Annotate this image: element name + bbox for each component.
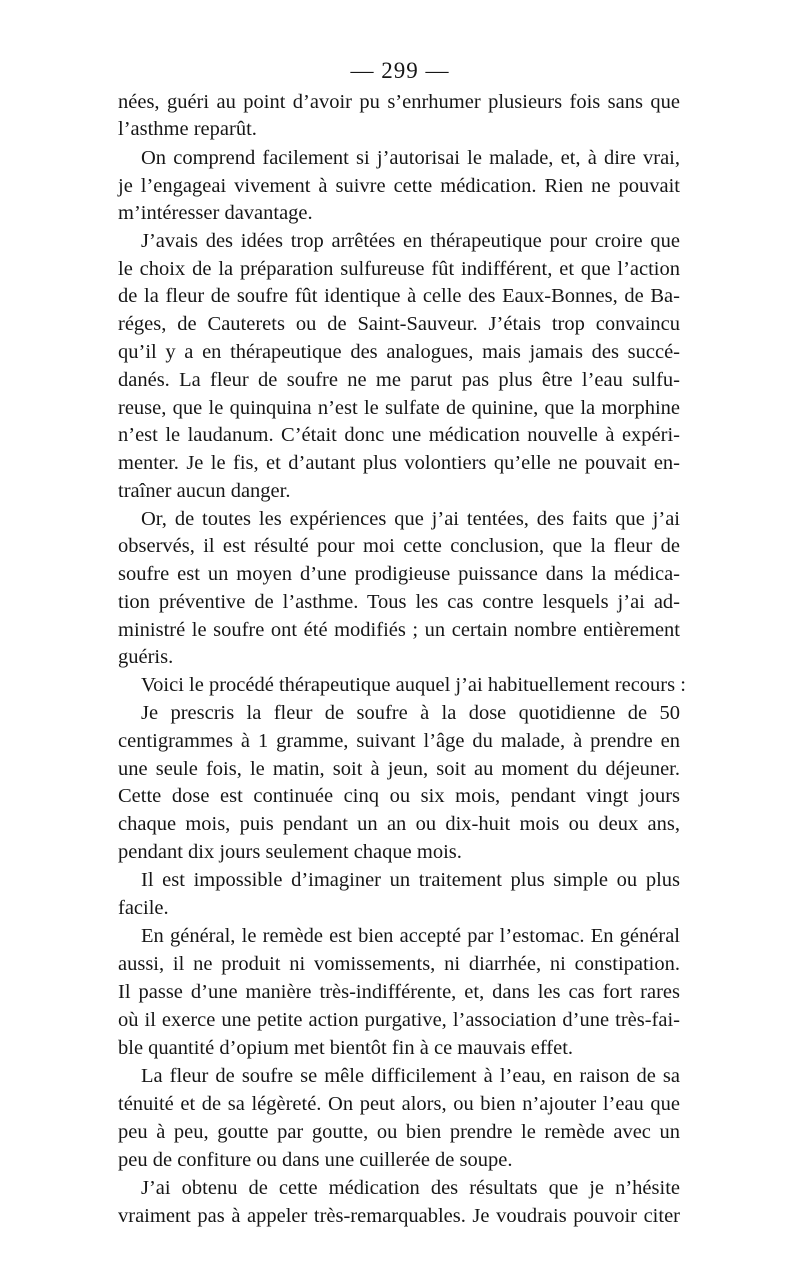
text-line: nées, guéri au point d’avoir pu s’enrhumer plusieurs fois sans que [118, 91, 680, 113]
text-line: peu à peu, goutte par goutte, ou bien prendre le remède avec un [118, 1121, 680, 1143]
text-line: réges, de Cauterets ou de Saint-Sauveur. J’étais trop convaincu [118, 313, 680, 335]
text-line: Or, de toutes les expériences que j’ai tentées, des faits que j’ai [141, 508, 680, 530]
text-line: Je prescris la fleur de soufre à la dose quotidienne de 50 [141, 702, 680, 724]
text-line: chaque mois, puis pendant un an ou dix-huit mois ou deux ans, [118, 813, 680, 835]
text-line: J’ai obtenu de cette médication des résultats que je n’hésite [141, 1177, 680, 1199]
text-line: guéris. [118, 646, 174, 668]
text-line: La fleur de soufre se mêle difficilement à l’eau, en raison de sa [141, 1065, 680, 1087]
text-line: de la fleur de soufre fût identique à celle des Eaux-Bonnes, de Ba- [118, 285, 680, 307]
text-line: reuse, que le quinquina n’est le sulfate de quinine, que la morphine [118, 397, 680, 419]
text-line: peu de confiture ou dans une cuillerée de soupe. [118, 1149, 513, 1171]
text-line: tion préventive de l’asthme. Tous les cas contre lesquels j’ai ad- [118, 591, 680, 613]
text-line: centigrammes à 1 gramme, suivant l’âge du malade, à prendre en [118, 730, 680, 752]
text-line: Il est impossible d’imaginer un traitement plus simple ou plus [141, 869, 680, 891]
text-line: m’intéresser davantage. [118, 202, 313, 224]
text-line: Voici le procédé thérapeutique auquel j’ai habituellement recours : [141, 674, 686, 696]
text-line: l’asthme reparût. [118, 118, 257, 140]
text-line: On comprend facilement si j’autorisai le malade, et, à dire vrai, [141, 147, 680, 169]
text-line: une seule fois, le matin, soit à jeun, soit au moment du déjeuner. [118, 758, 680, 780]
text-line: qu’il y a en thérapeutique des analogues, mais jamais des succé- [118, 341, 680, 363]
page-number: — 299 — [350, 58, 450, 83]
text-line: où il exerce une petite action purgative, l’association d’une très-fai- [118, 1009, 680, 1031]
text-line: ministré le soufre ont été modifiés ; un certain nombre entièrement [118, 619, 680, 641]
text-line: je l’engageai vivement à suivre cette médication. Rien ne pouvait [118, 175, 680, 197]
text-line: ble quantité d’opium met bientôt fin à ce mauvais effet. [118, 1037, 574, 1059]
text-line: observés, il est résulté pour moi cette conclusion, que la fleur de [118, 535, 680, 557]
text-line: En général, le remède est bien accepté par l’estomac. En général [141, 925, 680, 947]
text-line: facile. [118, 897, 169, 919]
text-line: pendant dix jours seulement chaque mois. [118, 841, 462, 863]
text-line: n’est le laudanum. C’était donc une médication nouvelle à expéri- [118, 424, 680, 446]
text-line: vraiment pas à appeler très-remarquables. Je voudrais pouvoir citer [118, 1205, 680, 1227]
text-line: aussi, il ne produit ni vomissements, ni diarrhée, ni constipation. [118, 953, 680, 975]
text-line: menter. Je le fis, et d’autant plus volontiers qu’elle ne pouvait en- [118, 452, 680, 474]
text-line: Cette dose est continuée cinq ou six mois, pendant vingt jours [118, 785, 680, 807]
text-line: J’avais des idées trop arrêtées en thérapeutique pour croire que [141, 230, 680, 252]
text-line: traîner aucun danger. [118, 480, 291, 502]
text-line: ténuité et de sa légèreté. On peut alors, ou bien n’ajouter l’eau que [118, 1093, 680, 1115]
text-line: danés. La fleur de soufre ne me parut pas plus être l’eau sulfu- [118, 369, 680, 391]
text-line: soufre est un moyen d’une prodigieuse puissance dans la médica- [118, 563, 680, 585]
text-line: le choix de la préparation sulfureuse fût indifférent, et que l’action [118, 258, 680, 280]
text-line: Il passe d’une manière très-indifférente, et, dans les cas fort rares [118, 981, 680, 1003]
